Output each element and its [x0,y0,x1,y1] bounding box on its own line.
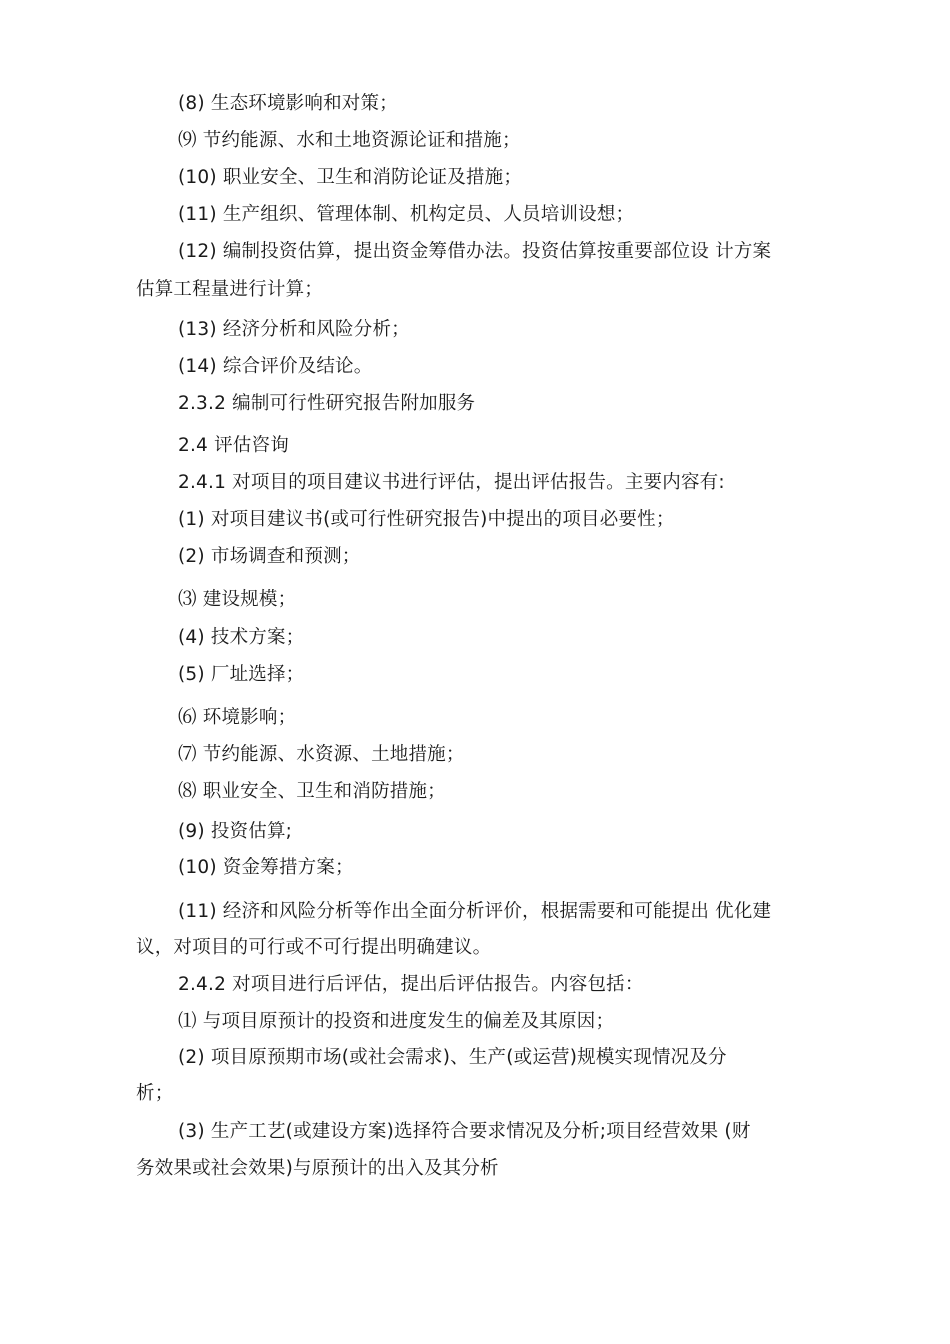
post-eval-item-2-market: (2) 项目原预期市场(或社会需求)、生产(或运营)规模实现情况及分 [178,1047,727,1068]
post-eval-item-1-deviation: ⑴ 与项目原预计的投资和进度发生的偏差及其原因； [178,1011,615,1032]
eval-item-4-tech: (4) 技术方案； [178,627,305,648]
eval-item-5-site: (5) 厂址选择； [178,664,305,685]
eval-item-1-necessity: (1) 对项目建议书(或可行性研究报告)中提出的项目必要性； [178,509,675,530]
eval-item-6-environment: ⑹ 环境影响； [178,707,297,728]
post-eval-item-2-continuation: 析； [136,1083,174,1104]
list-item-10-safety: (10) 职业安全、卫生和消防论证及措施； [178,167,523,188]
list-item-13-economic: (13) 经济分析和风险分析； [178,319,410,340]
eval-item-11-continuation: 议，对项目的可行或不可行提出明确建议。 [136,937,492,958]
section-heading-2-4: 2.4 评估咨询 [178,435,289,456]
list-item-12-investment: (12) 编制投资估算，提出资金筹借办法。投资估算按重要部位设 计方案 [178,241,772,262]
list-item-8-ecology: (8) 生态环境影响和对策； [178,93,398,114]
section-heading-2-4-2: 2.4.2 对项目进行后评估，提出后评估报告。内容包括： [178,974,644,995]
eval-item-3-scale: ⑶ 建设规模； [178,589,297,610]
list-item-11-organization: (11) 生产组织、管理体制、机构定员、人员培训设想； [178,204,635,225]
post-eval-item-3-process: (3) 生产工艺(或建设方案)选择符合要求情况及分析;项目经营效果 (财 [178,1121,751,1142]
list-item-14-conclusion: (14) 综合评价及结论。 [178,356,373,377]
post-eval-item-3-continuation: 务效果或社会效果)与原预计的出入及其分析 [136,1158,499,1179]
list-item-12-continuation: 估算工程量进行计算； [136,279,324,300]
list-item-9-energy-saving: ⑼ 节约能源、水和土地资源论证和措施； [178,130,521,151]
eval-item-8-safety: ⑻ 职业安全、卫生和消防措施； [178,781,446,802]
section-heading-2-4-1: 2.4.1 对项目的项目建议书进行评估，提出评估报告。主要内容有: [178,472,725,493]
eval-item-2-market: (2) 市场调查和预测； [178,546,361,567]
section-heading-2-3-2: 2.3.2 编制可行性研究报告附加服务 [178,393,476,414]
eval-item-9-investment: (9) 投资估算; [178,821,293,842]
eval-item-7-resources: ⑺ 节约能源、水资源、土地措施； [178,744,465,765]
eval-item-10-funding: (10) 资金筹措方案； [178,857,354,878]
eval-item-11-analysis: (11) 经济和风险分析等作出全面分析评价，根据需要和可能提出 优化建 [178,901,772,922]
